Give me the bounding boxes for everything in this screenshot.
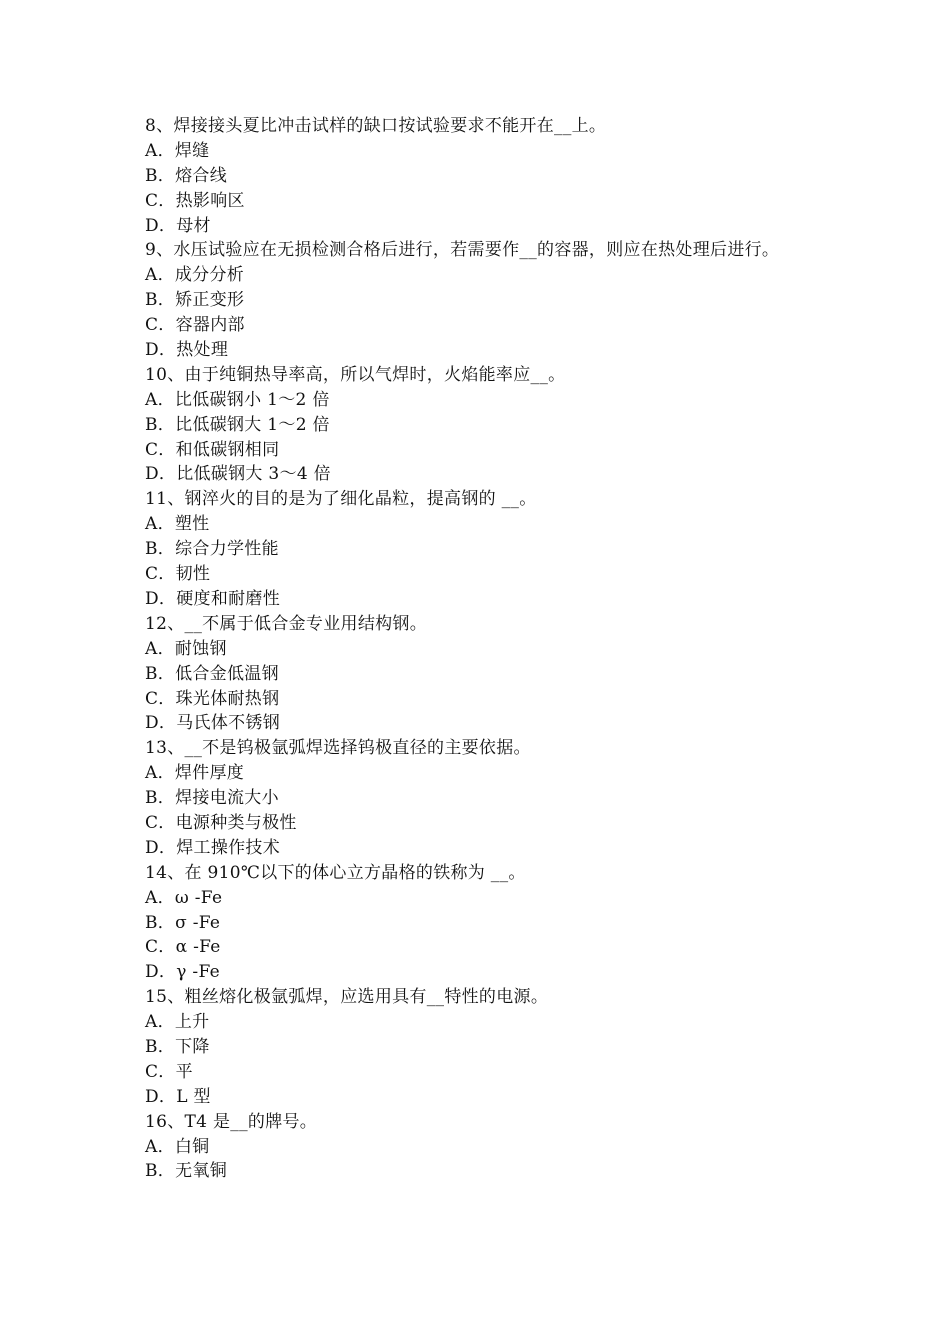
- question-14: [145, 861, 815, 985]
- option-a: A．白铜: [145, 1136, 210, 1157]
- option-c: C．电源种类与极性: [145, 812, 297, 833]
- option-a: A．耐蚀钢: [145, 638, 227, 659]
- option-b: B．低合金低温钢: [145, 663, 279, 684]
- option-a: A．上升: [145, 1012, 210, 1033]
- option-a: A．ω -Fe: [145, 887, 223, 908]
- option-c: C．热影响区: [145, 190, 245, 211]
- option-b: B．比低碳钢大 1～2 倍: [145, 414, 330, 435]
- question-text: 14、在 910℃以下的体心立方晶格的铁称为 __。: [145, 862, 526, 883]
- option-b: B．焊接电流大小: [145, 788, 279, 809]
- question-16: [145, 1110, 815, 1185]
- question-12: [145, 612, 815, 736]
- option-a: A．焊件厚度: [145, 763, 245, 784]
- option-b: B．综合力学性能: [145, 539, 279, 560]
- option-c: C．和低碳钢相同: [145, 439, 280, 460]
- option-b: B．下降: [145, 1036, 210, 1057]
- option-d: D．热处理: [145, 340, 229, 361]
- option-b: B．熔合线: [145, 165, 227, 186]
- question-text: 12、__不属于低合金专业用结构钢。: [145, 613, 428, 634]
- question-text: 11、钢淬火的目的是为了细化晶粒，提高钢的 __。: [145, 489, 537, 510]
- question-9: [145, 238, 815, 362]
- question-10: [145, 363, 815, 487]
- option-d: D．焊工操作技术: [145, 837, 281, 858]
- option-a: A．塑性: [145, 514, 210, 535]
- option-a: A．成分分析: [145, 265, 245, 286]
- question-15: [145, 985, 815, 1109]
- option-d: D．母材: [145, 215, 211, 236]
- question-text: 16、T4 是__的牌号。: [145, 1111, 318, 1132]
- option-b: B．无氧铜: [145, 1161, 227, 1182]
- option-a: A．焊缝: [145, 140, 210, 161]
- question-text: 8、焊接接头夏比冲击试样的缺口按试验要求不能开在__上。: [145, 116, 607, 136]
- document-page: [145, 114, 815, 1184]
- option-c: C．α -Fe: [145, 937, 221, 958]
- option-c: C．平: [145, 1061, 193, 1082]
- question-text: 9、水压试验应在无损检测合格后进行，若需要作__的容器，则应在热处理后进行。: [145, 240, 780, 261]
- option-c: C．容器内部: [145, 315, 245, 336]
- option-b: B．σ -Fe: [145, 912, 221, 933]
- option-c: C．珠光体耐热钢: [145, 688, 280, 709]
- option-d: D．马氏体不锈钢: [145, 713, 281, 734]
- option-d: D．比低碳钢大 3～4 倍: [145, 464, 331, 485]
- question-text: 10、由于纯铜热导率高，所以气焊时，火焰能率应__。: [145, 364, 566, 385]
- option-b: B．矫正变形: [145, 290, 245, 311]
- option-d: D．γ -Fe: [145, 962, 220, 983]
- option-c: C．韧性: [145, 564, 211, 585]
- question-text: 15、粗丝熔化极氩弧焊，应选用具有__特性的电源。: [145, 987, 549, 1008]
- question-13: [145, 736, 815, 860]
- option-d: D．L 型: [145, 1086, 211, 1107]
- option-d: D．硬度和耐磨性: [145, 588, 281, 609]
- option-a: A．比低碳钢小 1～2 倍: [145, 389, 330, 410]
- question-8: [145, 114, 815, 238]
- question-text: 13、__不是钨极氩弧焊选择钨极直径的主要依据。: [145, 738, 531, 759]
- question-11: [145, 487, 815, 611]
